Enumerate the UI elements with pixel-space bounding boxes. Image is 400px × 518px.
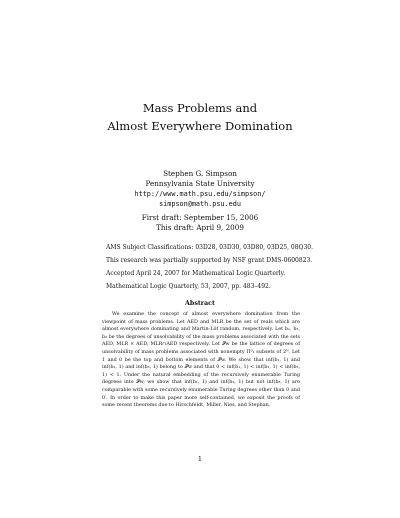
ams-classification: AMS Subject Classifications: 03D28, 03D30, 03D80, 03D25, 08Q30. bbox=[106, 244, 313, 251]
author-affiliation: Pennsylvania State University bbox=[145, 179, 255, 188]
paper-title-line-2: Almost Everywhere Domination bbox=[107, 119, 293, 133]
first-draft-date: First draft: September 15, 2006 bbox=[141, 213, 259, 222]
funding-note: This research was partially supported by NSF grant DMS-0600823. bbox=[106, 257, 313, 264]
acceptance-note: Accepted April 24, 2007 for Mathematical Logic Quarterly. bbox=[106, 270, 286, 277]
author-url[interactable]: http://www.math.psu.edu/simpson/ bbox=[134, 190, 266, 198]
paper-title-line-1: Mass Problems and bbox=[142, 101, 258, 115]
abstract-body: We examine the concept of almost everywhere domination from the viewpoint of mass problems. Let AED and MLR be the set of reals which are almost everywhere dominating and Martin-Löf random, respectively. Let b₁, b₂, b₃ be the degrees of unsolvability of the mass problems associated with the sets AED, MLR × AED, MLR∩AED respectively. Let 𝒫w be the lattice of degrees of unsolvability of mass problems associated with nonempty Π⁰₁ subsets of 2ᴺ. Let 1 and 0 be the top and bottom elements of 𝒫w. We show that inf(b₁, 1) and inf(b₂, 1) and inf(b₃, 1) belong to 𝒫w and that 0 < inf(b₁, 1) < inf(b₂, 1) < inf(b₃, 1) < 1. Under the natural embedding of the recursively enumerable Turing degrees into 𝒫w, we show that inf(b₁, 1) and inf(b₂, 1) but not inf(b₃, 1) are comparable with some recursively enumerable Turing degrees other than 0 and 0′. In order to make this paper more self-contained, we exposit the proofs of some recent theorems due to Hirschfeldt, Miller, Nies, and Stephan. bbox=[102, 311, 300, 409]
author-email[interactable]: simpson@math.psu.edu bbox=[159, 200, 241, 208]
page-number: 1 bbox=[197, 455, 203, 463]
journal-citation: Mathematical Logic Quarterly, 53, 2007, pp. 483–492. bbox=[106, 283, 271, 290]
abstract-heading: Abstract bbox=[185, 300, 215, 307]
author-name: Stephen G. Simpson bbox=[163, 169, 237, 178]
this-draft-date: This draft: April 9, 2009 bbox=[156, 223, 244, 232]
